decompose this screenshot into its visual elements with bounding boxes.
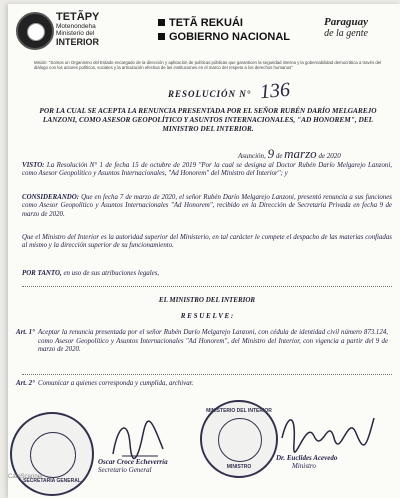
letterhead bbox=[8, 4, 400, 76]
org-sub3: INTERIOR bbox=[56, 37, 100, 47]
brand-logo bbox=[311, 16, 381, 40]
resolution-date bbox=[238, 146, 341, 162]
stamp-right-bottom-text: MINISTRO bbox=[226, 464, 252, 470]
left-signature-icon bbox=[108, 414, 168, 464]
article-2-label: Art. 2° bbox=[16, 380, 35, 387]
gov-line1: TETÃ REKUÁI bbox=[169, 17, 243, 29]
date-suffix: de 2020 bbox=[318, 152, 341, 160]
scanner-watermark: CamScanner bbox=[8, 474, 44, 480]
left-signatory bbox=[98, 458, 168, 474]
article-1 bbox=[16, 329, 388, 355]
article-2-text: Comunicar a quienes corresponda y cumplida, archivar. bbox=[38, 380, 194, 387]
resolution-number: 136 bbox=[259, 78, 291, 104]
government-name bbox=[158, 16, 290, 44]
square-bullet-icon bbox=[158, 19, 165, 26]
stamp-inner-circle bbox=[218, 418, 261, 461]
que-paragraph bbox=[22, 234, 392, 251]
considerando-paragraph bbox=[22, 194, 392, 219]
mission-motto: Misión: "Somos un Organismo del Estado encargado de la dirección y aplicación de políticas públicas que garanticen la seguridad interna y la gobernabilidad democrática a través del diálogo con los actores políticos, sociales y la articulación efectiva de las instituciones en el marco del respeto a los derechos humanos" bbox=[34, 60, 382, 70]
portanto-paragraph bbox=[22, 270, 392, 278]
left-signatory-title: Secretario General bbox=[98, 466, 152, 474]
org-sub2: Ministerio del bbox=[56, 30, 95, 37]
considerando-text: Que en fecha 7 de marzo de 2020, el señor Rubén Darío Melgarejo Lanzoni, presentó renuncia a sus funciones como Asesor Geopolítico y Asuntos Internacionales "Ad Honorem", recibido en la Dirección de Secretaría Privada en fecha 9 de marzo de 2020. bbox=[22, 194, 392, 218]
resuelve-line: R E S U E L V E : bbox=[180, 312, 234, 320]
date-month: marzo bbox=[284, 146, 317, 161]
brand-line1: Paraguay bbox=[324, 16, 368, 28]
document-page bbox=[8, 4, 400, 498]
divider bbox=[22, 374, 392, 375]
square-bullet-icon bbox=[158, 33, 165, 40]
stamp-right-text: MINISTERIO DEL INTERIOR bbox=[206, 408, 272, 414]
stamp-inner-circle bbox=[30, 432, 77, 479]
secretaria-stamp bbox=[10, 412, 94, 496]
divider bbox=[22, 286, 392, 287]
visto-paragraph bbox=[22, 162, 392, 179]
visto-label: VISTO: bbox=[22, 162, 45, 169]
ministry-stamp bbox=[200, 400, 278, 478]
article-2 bbox=[16, 380, 388, 389]
date-prefix: Asunción, bbox=[238, 152, 266, 160]
org-name: TETÃPY bbox=[56, 11, 100, 23]
right-signatory-title: Ministro bbox=[292, 462, 316, 470]
org-sub1: Motenondeha bbox=[56, 23, 96, 30]
que-text: Que el Ministro del Interior es la autoridad superior del Ministerio, en tal carácter le compete el despacho de las materias confiadas al mismo y la dirección superior de su funcionamiento. bbox=[22, 234, 392, 250]
resolution-title: RESOLUCIÓN N° bbox=[168, 89, 252, 99]
article-1-text: Aceptar la renuncia presentada por el señor Rubén Darío Melgarejo Lanzoni, con cédula de identidad civil número 873.124, como Asesor Geopolítico y Asuntos Internacionales "Ad Honorem", del Ministro del Interior, con vigencia a partir del 9 de marzo de 2020. bbox=[38, 329, 388, 354]
date-mid: de bbox=[275, 152, 283, 160]
portanto-label: POR TANTO, bbox=[22, 270, 62, 277]
resolution-heading: POR LA CUAL SE ACEPTA LA RENUNCIA PRESENTADA POR EL SEÑOR RUBÉN DARÍO MELGAREJO LANZONI, COMO ASESOR GEOPOLÍTICO Y ASUNTOS INTERNACIONALES, "AD HONOREM", DEL MINISTRO DEL INTERIOR. bbox=[39, 106, 377, 133]
portanto-text: en uso de sus atribuciones legales, bbox=[63, 270, 160, 277]
right-signatory-name: Dr. Euclides Acevedo bbox=[276, 454, 338, 462]
visto-text: La Resolución N° 1 de fecha 15 de octubre de 2019 "Por la cual se designa al Doctor Rubén Darío Melgarejo Lanzoni, como Asesor Geopolítico y Asuntos Internacionales, "Ad Honorem" del Ministro del Interior"; y bbox=[22, 162, 392, 178]
stamp-left-text: SECRETARÍA GENERAL bbox=[23, 478, 81, 484]
right-signatory bbox=[276, 454, 337, 470]
left-signatory-name: Oscar Croce Echeverría bbox=[98, 458, 168, 466]
date-day: 9 bbox=[267, 146, 275, 161]
ministry-logo-text bbox=[56, 11, 126, 47]
minister-line: EL MINISTRO DEL INTERIOR bbox=[158, 296, 256, 304]
article-1-label: Art. 1° bbox=[16, 329, 35, 336]
right-signature-icon bbox=[278, 408, 378, 460]
brand-line2: de la gente bbox=[324, 28, 368, 39]
gov-line2: GOBIERNO NACIONAL bbox=[169, 31, 290, 43]
considerando-label: CONSIDERANDO: bbox=[22, 194, 80, 201]
national-seal-icon bbox=[16, 12, 54, 50]
